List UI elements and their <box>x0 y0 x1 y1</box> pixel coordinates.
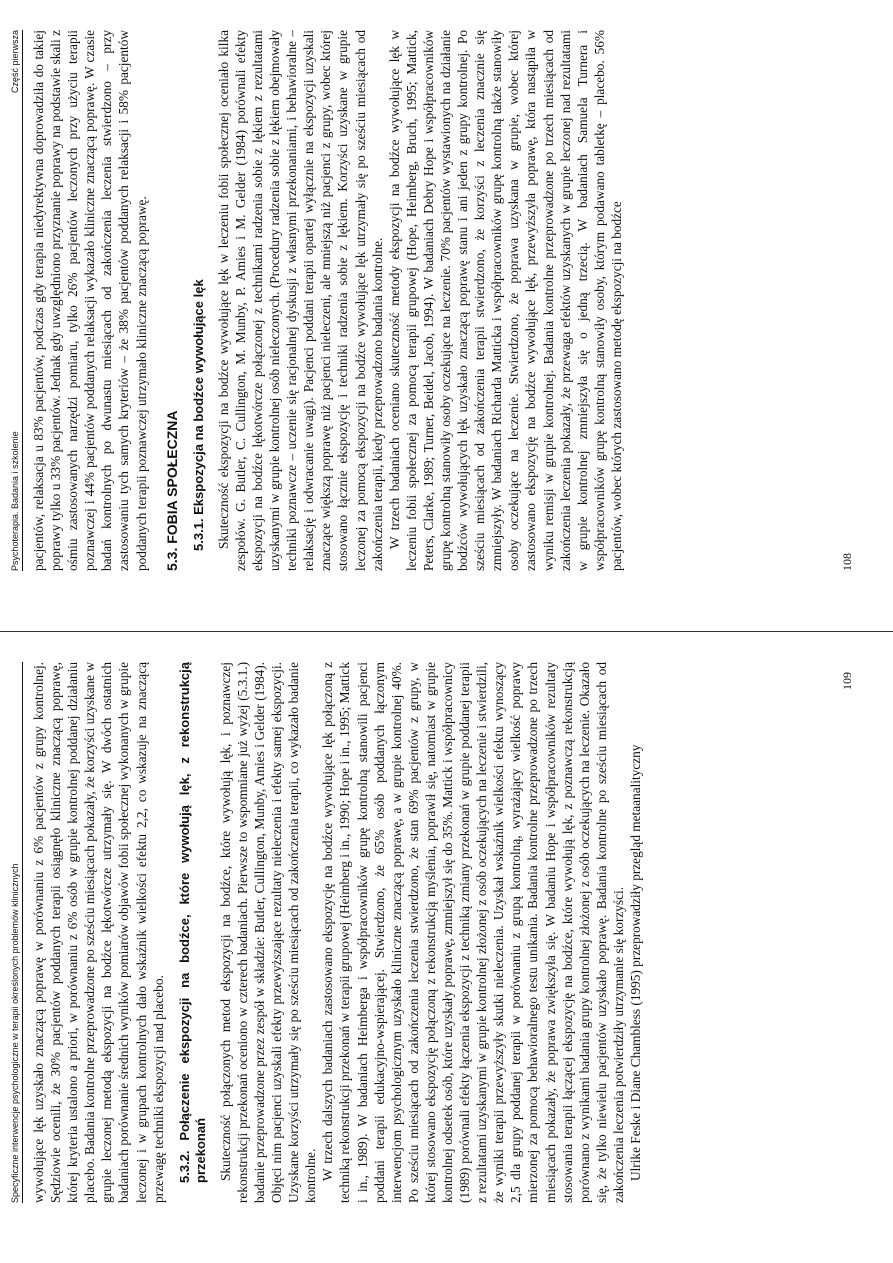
page-content <box>30 30 833 571</box>
paragraph: Ulrike Feske i Diane Chambless (1995) przeprowadziły przegląd metaanalityczny <box>628 744 643 1181</box>
paragraph: Skuteczność połączonych metod ekspozycji na bodźce, które wywołują lęk, i poznawczej rekonstrukcji przekonań oceniono w czterech badaniach. Pierwsze to wspomniane już wyżej (5.3.1.) badanie przeprowadzone przez zespół w składzie: Butler, Cullington, Munby, Amies i Gelder (1984). Objęci nim pacjenci uzyskali efekty przewyższające rezultaty nieleczenia i efekty samej ekspozycji. Uzyskane korzyści utrzymały się po sześciu miesiącach od zakończenia terapii, co wykazało badanie kontrolne. <box>217 662 319 1203</box>
paragraph: W trzech badaniach oceniano skuteczność metody ekspozycji na bodźce wywołujące lęk w leczeniu fobii społecznej za pomocą terapii grupowej (Hope, Heimberg, Bruch, 1995; Mattick, Peters, Clarke, 1989; Turner, Beidel, Jacob, 1994). W badaniach Debry Hope i współpracowników grupę kontrolną stanowiły osoby oczekujące na leczenie. 70% pacjentów wystawionych na działanie bodźców wywołujących lęk uzyskało znaczącą poprawę stanu i ani jeden z grupy kontrolnej. Po sześciu miesiącach od zakończenia terapii stwierdzono, że korzyści z leczenia znacznie się zmniejszyły. W badaniach Richarda Matticka i współpracowników grupę kontrolną także stanowiły osoby oczekujące na leczenie. Stwierdzono, że poprawa uzyskana w grupie, wobec której zastosowano ekspozycję na bodźce wywołujące lęk, przewyższyła poprawę, która nastąpiła w wyniku remisji w grupie kontrolnej. Badania kontrolne przeprowadzone po trzech miesiącach od zakończenia leczenia pokazały, że przewaga efektów uzyskanych w grupie leczonej nad rezultatami w grupie kontrolnej zmniejszyła się o jedną trzecią. W badaniach Samuela Turnera i współpracowników grupę kontrolną stanowiły osoby, którym podawano tabletkę – placebo. 56% pacjentów, wobec których zastosowano metodę ekspozycji na bodźce <box>386 30 624 571</box>
left-page <box>0 0 893 631</box>
running-header <box>8 30 23 571</box>
paragraph: W trzech dalszych badaniach zastosowano ekspozycję na bodźce wywołujące lęk połączoną z techniką rekonstrukcji przekonań w terapii grupowej (Heimberg i in., 1990; Hope i in., 1995; Mattick i in., 1989). W badaniach Heimberga i współpracowników grupę kontrolną stanowili pacjenci poddani terapii edukacyjno-wspierającej. Stwierdzono, że 65% osób poddanych łączonym interwencjom psychologicznym uzyskało kliniczne znaczącą poprawę, a w grupie kontrolnej 40%. Po sześciu miesiącach od zakończenia leczenia stwierdzono, że stan 69% pacjentów z grupy, w której stosowano ekspozycję połączoną z rekonstrukcją myślenia, poprawił się, natomiast w grupie kontrolnej odsetek osób, które uzyskały poprawę, zmniejszył się do 35%. Mattick i współpracownicy (1989) porównali efekty łączenia ekspozycji z techniką zmiany przekonań w grupie poddanej terapii z rezultatami uzyskanymi w grupie kontrolnej złożonej z osób oczekujących na leczenie i stwierdzili, że wyniki terapii przewyższyły skutki nieleczenia. Uzyskał wskaźnik wielkości efektu wynoszący 2,5 dla grupy poddanej terapii w porównaniu z grupą kontrolną, wyrażający wielkość poprawy mierzonej za pomocą behawioralnego testu unikania. Badania kontrolne przeprowadzone po trzech miesiącach pokazały, że poprawa zwiększyła się. W badaniu Hope i współpracowników rezultaty stosowania terapii łączącej ekspozycję na bodźce, które wywołują lęk, z poznawczą rekonstrukcją porównano z wynikami badania grupy kontrolnej złożonej z osób oczekujących na leczenie. Okazało się, że tylko niewielu pacjentów uzyskało poprawę. Badania kontrolne po sześciu miesiącach od zakończenia leczenia potwierdziły utrzymanie się korzyści. <box>320 662 626 1203</box>
section-title: 5.3. FOBIA SPOŁECZNA <box>163 410 180 571</box>
left-page-rotated <box>0 0 893 631</box>
running-header <box>8 662 23 1203</box>
header-right: Część pierwsza <box>10 30 20 94</box>
subsection-title: 5.3.1. Ekspozycja na bodźce wywołujące lęk <box>190 279 206 551</box>
paragraph: Skuteczność ekspozycji na bodźce wywołujące lęk w leczeniu fobii społecznej oceniało kilka zespołów. G. Butler, C. Cullington, M. Munby, P. Amies i M. Gelder (1984) porównali efekty ekspozycji na bodźce lękotwórcze połączonej z technikami radzenia sobie z lękiem z rezultatami uzyskanymi w grupie kontrolnej osób nieleczonych. (Procedury radzenia sobie z lękiem obejmowały techniki poznawcze – uczenie się racjonalnej dyskusji z własnymi przekonaniami, i behawioralne – relaksację i odwracanie uwagi). Pacjenci poddani terapii opartej wyłącznie na ekspozycji uzyskali znaczące większą poprawę niż pacjenci nieleczeni, ale mniejszą niż pacjenci z grupy, wobec której stosowano łącznie ekspozycję i techniki radzenia sobie z lękiem. Korzyści uzyskane w grupie leczonej za pomocą ekspozycji na bodźce wywołujące lęk utrzymały się po sześciu miesiącach od zakończenia terapii, kiedy przeprowadzono badania kontrolne. <box>215 30 385 571</box>
page-number: 108 <box>840 553 854 571</box>
right-page-rotated <box>0 632 893 1263</box>
paragraph: pacjentów, relaksacja u 83% pacjentów, podczas gdy terapia niedyrektywna doprowadziła do takiej poprawy tylko u 33% pacjentów. Jednak gdy uwzględniono przyznanie poprawy na podstawie skali z ośmiu zastosowanych narzędzi pomiaru, tylko 26% pacjentów leczonych przy użyciu terapii poznawczej i 44% pacjentów poddanych relaksacji wykazało kliniczne znaczącą poprawę. W czasie badań kontrolnych po dwunastu miesiącach od zakończenia leczenia stwierdzono – przy zastosowaniu tych samych kryteriów – że 38% pacjentów poddanych relaksacji i 58% pacjentów poddanych terapii poznawczej utrzymało kliniczne znaczącą poprawę. <box>31 30 149 571</box>
page-content <box>30 662 833 1203</box>
paragraph: wywołujące lęk uzyskało znaczącą poprawę w porównaniu z 6% pacjentów z grupy kontrolnej. Sędziowie ocenili, że 30% pacjentów poddanych terapii osiągnęło kliniczne znaczącą poprawę, której kryteria ustalono a priori, w porównaniu z 6% osób w grupie kontrolnej poddanej działaniu placebo. Badania kontrolne przeprowadzone po sześciu miesiącach pokazały, że korzyści uzyskane w grupie leczonej metodą ekspozycji na bodźce lękotwórcze utrzymały się. W dwóch ostatnich badaniach porównanie średnich wyników pomiarów objawów fobii społecznej wykonanych w grupie leczonej i w grupach kontrolnych dało wskaźnik wielkości efektu 2,2, co wskazuje na znaczącą przewagę techniki ekspozycji nad placebo. <box>31 662 166 1203</box>
right-page <box>0 632 893 1263</box>
header-left: Psychoterapia. Badania i szkolenie <box>10 431 20 571</box>
header-left: Specyficzne interwencje psychologiczne w terapii określonych problemów klinicznych <box>10 863 20 1203</box>
subsection-title: 5.3.2. Połączenie ekspozycji na bodźce, które wywołują lęk, z rekonstrukcją przekonań <box>176 662 208 1183</box>
page-number: 109 <box>840 672 854 690</box>
